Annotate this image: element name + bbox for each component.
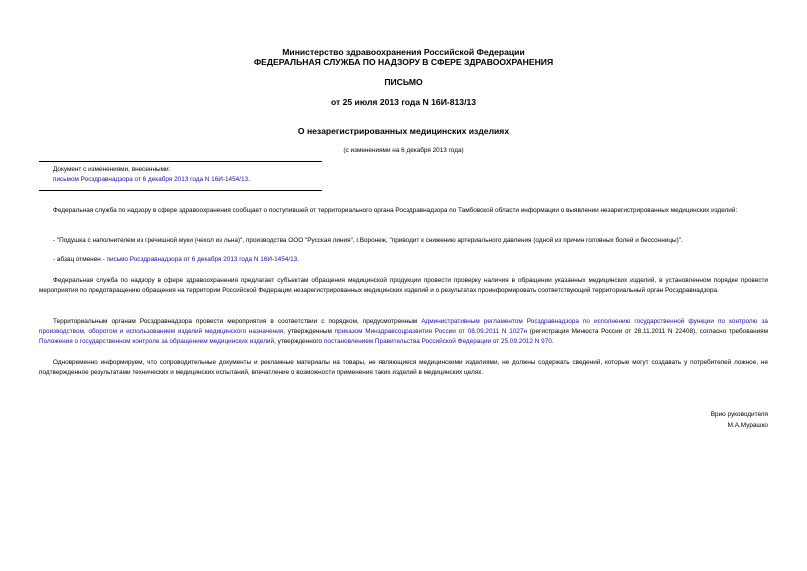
service-name: ФЕДЕРАЛЬНАЯ СЛУЖБА ПО НАДЗОРУ В СФЕРЕ ЗДРАВООХРАНЕНИЯ (253, 57, 554, 67)
signatory-position: Врио руководителя (710, 411, 768, 418)
repeal-letter-link[interactable]: письмо Росздравнадзора от 6 декабря 2013 года N 16И-1454/13 (106, 256, 298, 263)
p5-text-c: (регистрация Минюста России от 28.11.2011 N 22408), согласно требованиям (527, 328, 769, 336)
ministry-order-link[interactable]: приказом Минздравсоцразвития России от 08.09.2011 N 1027н (334, 328, 528, 336)
p5-text-d: , утвержденного (274, 338, 324, 346)
paragraph-proposal: Федеральная служба по надзору в сфере здравоохранения предлагает субъектам обращения медицинской продукции провести проверку наличия в обращении указанных медицинских изделий, в установленном порядке провести мероприятия по предотвращению обращения на территории Российской Федерации незарегистрированных медицинских изделий и о результатах проинформировать соответствующий территориальный орган Росздравнадзора. (39, 277, 768, 295)
changes-box-entry-suffix: . (248, 176, 250, 183)
changes-box-top-rule (39, 161, 322, 162)
paragraph-item-pillow: - "Подушка с наполнителем из гречишной муки (чехол из льна)", производства ООО "Русская линия", г.Воронеж, "приводит к снижению артериального давления (одной из причин головных болей и бессонницы)". (53, 237, 683, 244)
p5-text-b: , утвержденным (283, 328, 335, 336)
p5-text-a: Территориальным органам Росздравнадзора провести мероприятия в соответствии с порядком, предусмотренным (53, 318, 422, 325)
paragraph-item-repealed (53, 255, 768, 265)
document-date-number: от 25 июля 2013 года N 16И-813/13 (330, 97, 477, 107)
paragraph-territorial-bodies (39, 317, 768, 348)
changes-box-caption: Документ с изменениями, внесенными: (53, 166, 171, 173)
paragraph-advertising: Одновременно информируем, что сопроводительные документы и рекламные материалы на товары, не являющиеся медицинскими изделиями, не должны содержать сведений, которые могут создавать у потребителей ложное, не подтвержденное результатами технических и медицинских испытаний, впечатление о возможности применения таких изделий в медицинских целях. (39, 359, 768, 377)
government-resolution-link[interactable]: постановлением Правительства Российской Федерации от 25.09.2012 N 970 (323, 338, 552, 346)
changes-box-entry (53, 176, 250, 184)
edition-note: (с изменениями на 6 декабря 2013 года) (343, 147, 464, 154)
document-type: ПИСЬМО (384, 77, 423, 87)
document-title: О незарегистрированных медицинских изделиях (297, 126, 510, 136)
changes-box-bottom-rule (39, 190, 322, 191)
repealed-prefix: - абзац отменен - (53, 256, 107, 263)
amendment-letter-link[interactable]: письмом Росздравнадзора от 6 декабря 2013 года N 16И-1454/13 (53, 176, 249, 183)
admin-regulation-link[interactable]: Административным регламентом Росздравнадзора по исполнению государственной функции по контролю за производством, оборотом и использованием изделий медицинского назначения (39, 318, 768, 336)
p5-text-e: . (551, 338, 554, 346)
paragraph-intro: Федеральная служба по надзору в сфере здравоохранения сообщает о поступившей от территориального органа Росздравнадзора по Тамбовской области информации о выявлении незарегистрированных медицинских изделий: (53, 207, 738, 214)
signatory-name: М.А.Мурашко (727, 422, 768, 429)
repealed-suffix: . (297, 256, 299, 263)
state-control-regulation-link[interactable]: Положения о государственном контроле за обращением медицинских изделий (39, 338, 275, 346)
ministry-name: Министерство здравоохранения Российской Федерации (282, 47, 525, 57)
